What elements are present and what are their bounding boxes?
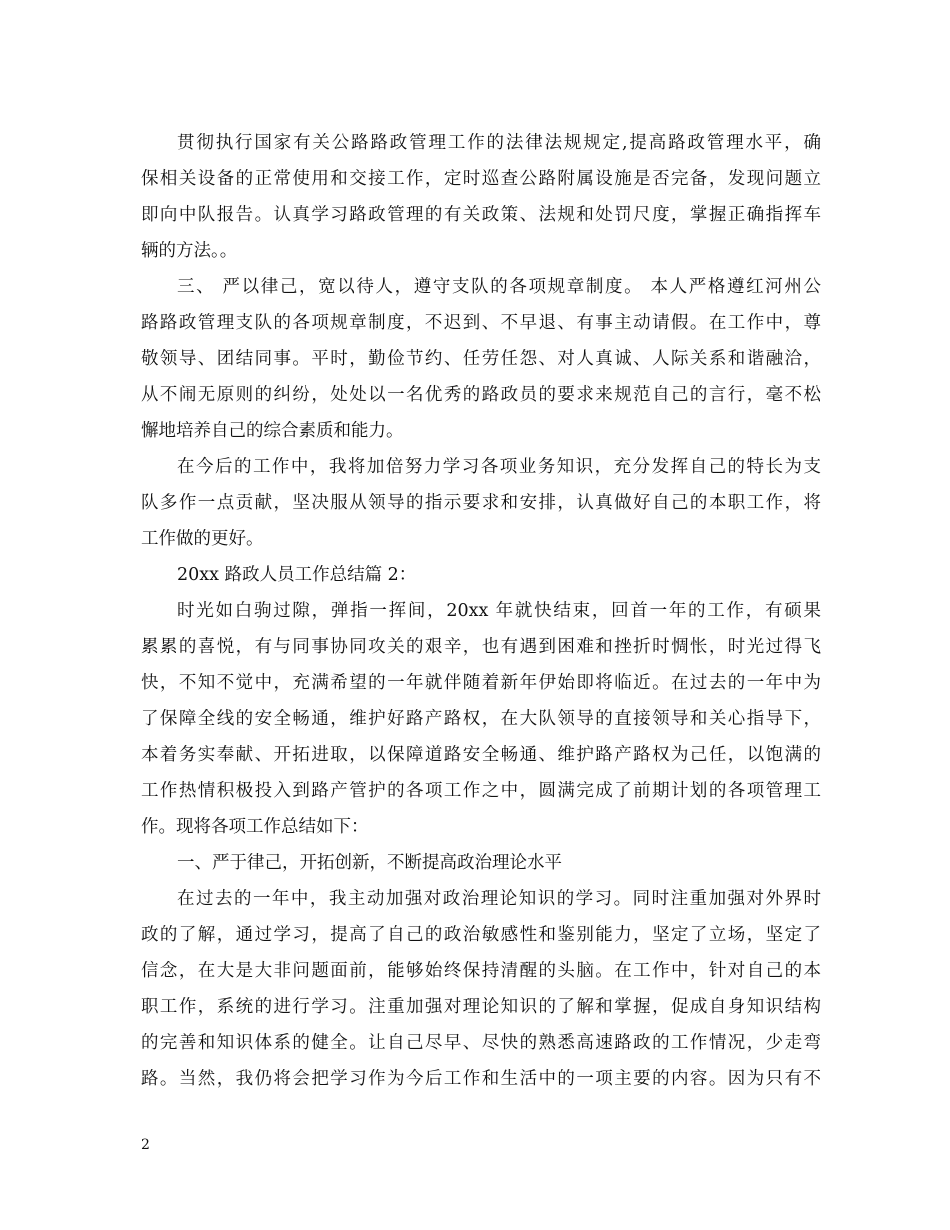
text-line: 政的了解，通过学习，提高了自己的政治敏感性和鉴别能力，坚定了立场，坚定了 [141, 925, 821, 945]
text-line: 快，不知不觉中，充满希望的一年就伴随着新年伊始即将临近。在过去的一年中为 [141, 673, 821, 693]
text-line: 路。当然，我仍将会把学习作为今后工作和生活中的一项主要的内容。因为只有不 [141, 1069, 821, 1089]
text-line: 敬领导、团结同事。平时，勤俭节约、任劳任怨、对人真诚、人际关系和谐融洽， [141, 349, 821, 369]
text-line: 三、 严以律己，宽以待人，遵守支队的各项规章制度。 本人严格遵红河州公 [177, 277, 821, 297]
text-line: 工作热情积极投入到路产管护的各项工作之中，圆满完成了前期计划的各项管理工 [141, 781, 821, 801]
text-line: 路路政管理支队的各项规章制度，不迟到、不早退、有事主动请假。在工作中，尊 [141, 313, 821, 333]
text-line: 时光如白驹过隙，弹指一挥间，20xx 年就快结束，回首一年的工作，有硕果 [177, 601, 821, 621]
text-line: 作。现将各项工作总结如下： [141, 817, 369, 837]
text-line: 的完善和知识体系的健全。让自己尽早、尽快的熟悉高速路政的工作情况，少走弯 [141, 1033, 821, 1053]
subsection-heading: 一、严于律己，开拓创新，不断提高政治理论水平 [177, 853, 562, 873]
text-line: 从不闹无原则的纠纷，处处以一名优秀的路政员的要求来规范自己的言行，毫不松 [141, 385, 821, 405]
page-number: 2 [141, 1137, 150, 1153]
text-line: 即向中队报告。认真学习路政管理的有关政策、法规和处罚尺度，掌握正确指挥车 [141, 205, 821, 225]
text-line: 职工作，系统的进行学习。注重加强对理论知识的了解和掌握，促成自身知识结构 [141, 997, 821, 1017]
text-line: 辆的方法。。 [141, 241, 238, 261]
text-line: 贯彻执行国家有关公路路政管理工作的法律法规规定,提高路政管理水平，确 [177, 133, 821, 153]
text-line: 懈地培养自己的综合素质和能力。 [141, 421, 404, 441]
text-line: 了保障全线的安全畅通，维护好路产路权，在大队领导的直接领导和关心指导下， [141, 709, 821, 729]
section-heading: 20xx 路政人员工作总结篇 2： [177, 565, 417, 585]
text-line: 保相关设备的正常使用和交接工作，定时巡查公路附属设施是否完备，发现问题立 [141, 169, 821, 189]
text-line: 在过去的一年中，我主动加强对政治理论知识的学习。同时注重加强对外界时 [177, 889, 821, 909]
text-line: 在今后的工作中，我将加倍努力学习各项业务知识，充分发挥自己的特长为支 [177, 457, 821, 477]
text-line: 队多作一点贡献，坚决服从领导的指示要求和安排，认真做好自己的本职工作，将 [141, 493, 821, 513]
text-line: 本着务实奉献、开拓进取，以保障道路安全畅通、维护路产路权为己任，以饱满的 [141, 745, 821, 765]
text-line: 信念，在大是大非问题面前，能够始终保持清醒的头脑。在工作中，针对自己的本 [141, 961, 821, 981]
text-line: 工作做的更好。 [141, 529, 264, 549]
text-line: 累累的喜悦，有与同事协同攻关的艰辛，也有遇到困难和挫折时惆怅，时光过得飞 [141, 637, 821, 657]
